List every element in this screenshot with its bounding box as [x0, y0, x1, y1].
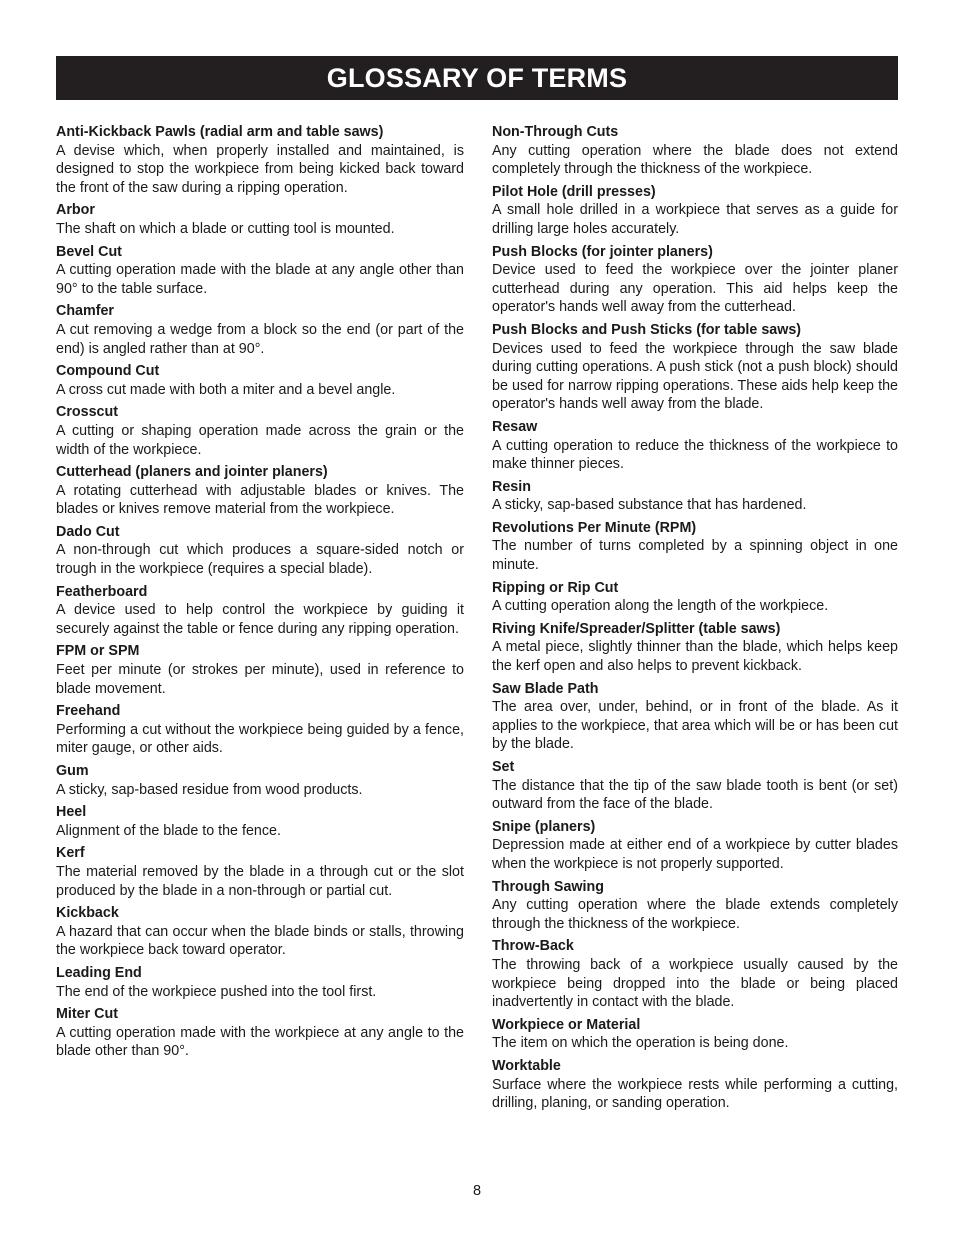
- glossary-term: Worktable: [492, 1057, 561, 1074]
- glossary-term: Set: [492, 759, 515, 775]
- glossary-definition: A small hole drilled in a workpiece that serves as a guide for drilling large holes accurately.: [492, 202, 898, 237]
- glossary-definition: The area over, under, behind, or in front of the blade. As it applies to the workpiece, that area which will be or has been cut by the blade.: [492, 699, 898, 753]
- glossary-definition: Any cutting operation where the blade extends completely through the thickness of the workpiece.: [492, 897, 898, 932]
- glossary-entry: [56, 762, 464, 799]
- glossary-entry: [492, 620, 898, 676]
- glossary-term: Workpiece or Material: [492, 1016, 641, 1033]
- glossary-term: Compound Cut: [56, 363, 160, 380]
- glossary-definition: Performing a cut without the workpiece being guided by a fence, miter gauge, or other aids.: [56, 721, 464, 757]
- glossary-term: Kickback: [56, 905, 119, 922]
- glossary-term: Push Blocks (for jointer planers): [492, 243, 713, 260]
- glossary-definition: Depression made at either end of a workpiece by cutter blades when the workpiece is not properly supported.: [492, 837, 898, 872]
- glossary-definition: A non-through cut which produces a square-sided notch or trough in the workpiece (requires a special blade).: [56, 542, 464, 578]
- glossary-term: Featherboard: [56, 583, 148, 600]
- glossary-entry: [492, 579, 898, 616]
- glossary-term: Miter Cut: [56, 1006, 118, 1023]
- glossary-term: Throw-Back: [492, 938, 574, 955]
- glossary-definition: Device used to feed the workpiece over the jointer planer cutterhead during any operation. This aid helps keep the operator's hands well away from the cutterhead.: [492, 262, 898, 316]
- glossary-term: Leading End: [56, 964, 142, 981]
- glossary-definition: A cutting or shaping operation made across the grain or the width of the workpiece.: [56, 422, 464, 458]
- glossary-term: Revolutions Per Minute (RPM): [492, 519, 697, 536]
- glossary-entry: [56, 803, 464, 840]
- glossary-definition: A hazard that can occur when the blade binds or stalls, throwing the workpiece back toward operator.: [56, 923, 464, 959]
- glossary-term: Non-Through Cuts: [492, 124, 619, 140]
- glossary-definition: The number of turns completed by a spinning object in one minute.: [492, 538, 898, 574]
- glossary-term: Chamfer: [56, 303, 114, 320]
- glossary-term: FPM or SPM: [56, 643, 140, 660]
- glossary-definition: Devices used to feed the workpiece through the saw blade during cutting operations. A push stick (not a push block) should be used for narrow ripping operations. These aids help keep the operator's hands well away from the blade.: [492, 340, 898, 413]
- glossary-entry: [56, 123, 464, 197]
- glossary-entry: [492, 418, 898, 474]
- glossary-entry: [492, 878, 898, 934]
- glossary-term: Ripping or Rip Cut: [492, 579, 619, 596]
- glossary-definition: The throwing back of a workpiece usually caused by the workpiece being dropped into the blade or being placed inadvertently in contact with the blade.: [492, 956, 898, 1011]
- glossary-term: Push Blocks and Push Sticks (for table saws): [492, 321, 802, 338]
- glossary-entry: [492, 818, 898, 874]
- page-title: GLOSSARY OF TERMS: [326, 62, 628, 93]
- glossary-term: Dado Cut: [56, 523, 120, 540]
- glossary-entry: [492, 1016, 898, 1053]
- glossary-term: Snipe (planers): [492, 818, 596, 835]
- glossary-entry: [492, 183, 898, 239]
- page-number: 8: [472, 1183, 482, 1199]
- glossary-term: Resaw: [492, 418, 538, 435]
- glossary-entry: [56, 583, 464, 639]
- glossary-term: Freehand: [56, 703, 121, 720]
- glossary-entry: [492, 937, 898, 1011]
- glossary-entry: [56, 702, 464, 758]
- glossary-definition: A sticky, sap-based residue from wood products.: [56, 781, 363, 798]
- glossary-definition: The material removed by the blade in a through cut or the slot produced by the blade in a non-through or partial cut.: [56, 863, 464, 899]
- glossary-entry: [56, 904, 464, 960]
- glossary-definition: A cutting operation made with the blade at any angle other than 90° to the table surface.: [56, 262, 464, 297]
- glossary-definition: Alignment of the blade to the fence.: [56, 822, 281, 839]
- glossary-definition: A cutting operation to reduce the thickness of the workpiece to make thinner pieces.: [492, 437, 898, 473]
- glossary-definition: A devise which, when properly installed and maintained, is designed to stop the workpiece from being kicked back toward the front of the saw during a ripping operation.: [56, 142, 464, 196]
- glossary-entry: [56, 403, 464, 459]
- glossary-term: Gum: [56, 763, 89, 779]
- glossary-entry: [56, 302, 464, 358]
- glossary-entry: [56, 642, 464, 698]
- glossary-entry: [492, 321, 898, 414]
- glossary-entry: [56, 844, 464, 900]
- glossary-entry: [56, 523, 464, 579]
- glossary-entry: [492, 123, 898, 179]
- glossary-term: Resin: [492, 478, 531, 495]
- glossary-term: Heel: [56, 804, 87, 821]
- glossary-entry: [56, 964, 464, 1001]
- glossary-definition: Feet per minute (or strokes per minute), used in reference to blade movement.: [56, 662, 464, 697]
- glossary-term: Pilot Hole (drill presses): [492, 183, 656, 200]
- glossary-entry: [56, 463, 464, 519]
- glossary-entry: [492, 680, 898, 754]
- glossary-definition: The end of the workpiece pushed into the tool first.: [56, 983, 377, 1000]
- glossary-definition: Surface where the workpiece rests while performing a cutting, drilling, planing, or sanding operation.: [492, 1076, 898, 1112]
- glossary-definition: The distance that the tip of the saw blade tooth is bent (or set) outward from the face of the blade.: [492, 777, 898, 813]
- glossary-definition: A cut removing a wedge from a block so the end (or part of the end) is angled rather than at 90°.: [56, 321, 464, 357]
- glossary-term: Through Sawing: [492, 878, 604, 895]
- glossary-definition: Any cutting operation where the blade does not extend completely through the thickness of the workpiece.: [492, 142, 898, 178]
- glossary-entry: [56, 243, 464, 299]
- glossary-entry: [492, 243, 898, 317]
- glossary-term: Cutterhead (planers and jointer planers): [56, 464, 328, 481]
- glossary-definition: A device used to help control the workpiece by guiding it securely against the table or fence during any ripping operation.: [56, 602, 464, 637]
- glossary-entry: [492, 758, 898, 814]
- glossary-column-left: [56, 123, 464, 1065]
- glossary-entry: [492, 519, 898, 575]
- glossary-definition: A sticky, sap-based substance that has hardened.: [492, 497, 807, 514]
- glossary-term: Riving Knife/Spreader/Splitter (table saws): [492, 620, 781, 637]
- glossary-entry: [56, 1005, 464, 1061]
- glossary-definition: A cutting operation along the length of the workpiece.: [492, 598, 829, 615]
- glossary-term: Arbor: [56, 202, 95, 219]
- glossary-definition: A cross cut made with both a miter and a bevel angle.: [56, 381, 396, 398]
- glossary-definition: A rotating cutterhead with adjustable blades or knives. The blades or knives remove material from the workpiece.: [56, 482, 464, 518]
- title-banner: [56, 56, 898, 100]
- glossary-definition: A metal piece, slightly thinner than the blade, which helps keep the kerf open and also helps to prevent kickback.: [492, 639, 898, 675]
- glossary-definition: A cutting operation made with the workpiece at any angle to the blade other than 90°.: [56, 1024, 464, 1060]
- glossary-term: Saw Blade Path: [492, 680, 599, 697]
- glossary-definition: The item on which the operation is being done.: [492, 1035, 789, 1052]
- glossary-term: Kerf: [56, 845, 85, 862]
- glossary-term: Bevel Cut: [56, 243, 122, 260]
- glossary-entry: [56, 362, 464, 399]
- glossary-entry: [492, 478, 898, 515]
- glossary-entry: [492, 1057, 898, 1113]
- glossary-definition: The shaft on which a blade or cutting tool is mounted.: [56, 220, 395, 237]
- glossary-entry: [56, 201, 464, 238]
- glossary-term: Anti-Kickback Pawls (radial arm and table saws): [56, 124, 384, 140]
- glossary-term: Crosscut: [56, 404, 118, 421]
- glossary-column-right: [492, 123, 898, 1117]
